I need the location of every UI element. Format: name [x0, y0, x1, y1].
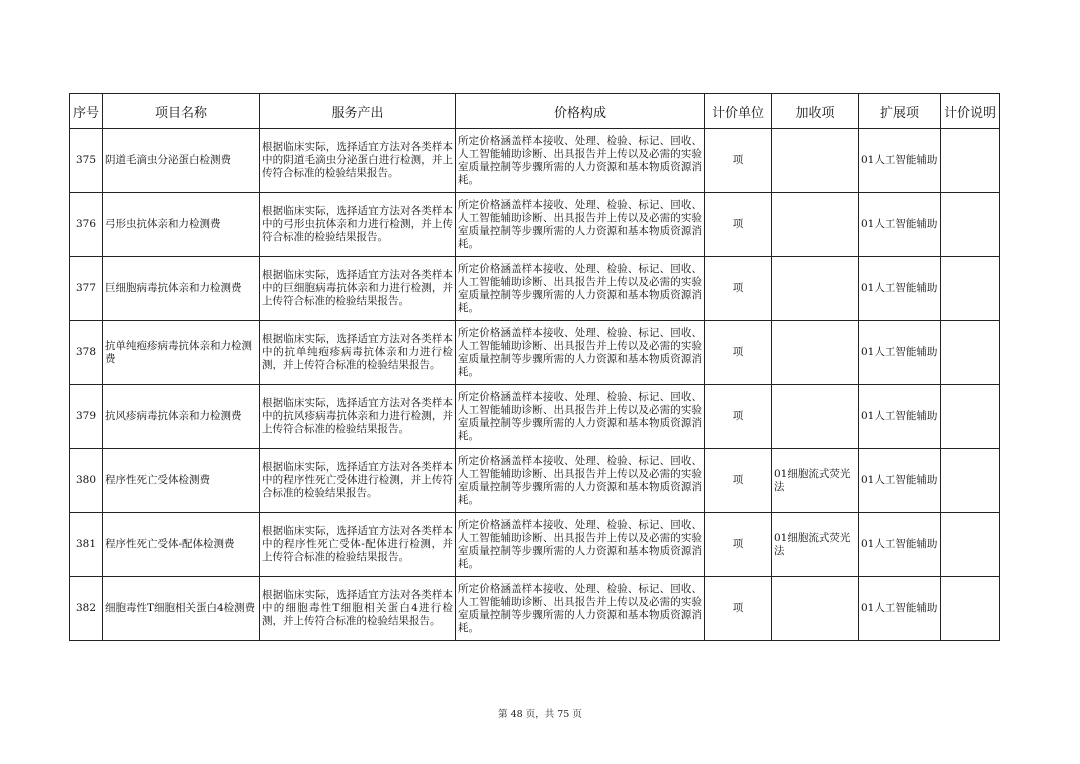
cell-unit: 项	[705, 257, 772, 321]
pricing-table	[69, 93, 1000, 641]
cell-no: 375	[70, 129, 103, 193]
cell-note	[941, 321, 1000, 385]
header-extra: 加收项	[772, 94, 859, 129]
cell-extra	[772, 577, 859, 641]
cell-output: 根据临床实际，选择适宜方法对各类样本中的抗单纯疱疹病毒抗体亲和力进行检测，并上传符合标准的检验结果报告。	[260, 321, 456, 385]
cell-ext: 01人工智能辅助	[859, 257, 941, 321]
cell-output: 根据临床实际，选择适宜方法对各类样本中的阴道毛滴虫分泌蛋白进行检测，并上传符合标准的检验结果报告。	[260, 129, 456, 193]
cell-unit: 项	[705, 193, 772, 257]
table-row	[70, 129, 1000, 193]
table-row	[70, 321, 1000, 385]
cell-name: 抗单纯疱疹病毒抗体亲和力检测费	[103, 321, 260, 385]
cell-extra	[772, 129, 859, 193]
cell-price: 所定价格涵盖样本接收、处理、检验、标记、回收、人工智能辅助诊断、出具报告并上传以及必需的实验室质量控制等步骤所需的人力资源和基本物质资源消耗。	[456, 513, 705, 577]
cell-output: 根据临床实际，选择适宜方法对各类样本中的细胞毒性T细胞相关蛋白4进行检测，并上传符合标准的检验结果报告。	[260, 577, 456, 641]
cell-extra	[772, 321, 859, 385]
cell-name: 抗风疹病毒抗体亲和力检测费	[103, 385, 260, 449]
cell-ext: 01人工智能辅助	[859, 513, 941, 577]
header-no: 序号	[70, 94, 103, 129]
cell-output: 根据临床实际，选择适宜方法对各类样本中的弓形虫抗体亲和力进行检测，并上传符合标准的检验结果报告。	[260, 193, 456, 257]
cell-ext: 01人工智能辅助	[859, 193, 941, 257]
cell-price: 所定价格涵盖样本接收、处理、检验、标记、回收、人工智能辅助诊断、出具报告并上传以及必需的实验室质量控制等步骤所需的人力资源和基本物质资源消耗。	[456, 257, 705, 321]
cell-output: 根据临床实际，选择适宜方法对各类样本中的程序性死亡受体-配体进行检测，并上传符合标准的检验结果报告。	[260, 513, 456, 577]
cell-price: 所定价格涵盖样本接收、处理、检验、标记、回收、人工智能辅助诊断、出具报告并上传以及必需的实验室质量控制等步骤所需的人力资源和基本物质资源消耗。	[456, 321, 705, 385]
cell-price: 所定价格涵盖样本接收、处理、检验、标记、回收、人工智能辅助诊断、出具报告并上传以及必需的实验室质量控制等步骤所需的人力资源和基本物质资源消耗。	[456, 193, 705, 257]
cell-price: 所定价格涵盖样本接收、处理、检验、标记、回收、人工智能辅助诊断、出具报告并上传以及必需的实验室质量控制等步骤所需的人力资源和基本物质资源消耗。	[456, 385, 705, 449]
table-row	[70, 577, 1000, 641]
cell-output: 根据临床实际，选择适宜方法对各类样本中的巨细胞病毒抗体亲和力进行检测，并上传符合标准的检验结果报告。	[260, 257, 456, 321]
cell-ext: 01人工智能辅助	[859, 385, 941, 449]
cell-note	[941, 577, 1000, 641]
header-output: 服务产出	[260, 94, 456, 129]
cell-name: 阴道毛滴虫分泌蛋白检测费	[103, 129, 260, 193]
cell-extra	[772, 257, 859, 321]
cell-unit: 项	[705, 513, 772, 577]
cell-note	[941, 513, 1000, 577]
cell-no: 379	[70, 385, 103, 449]
cell-no: 376	[70, 193, 103, 257]
cell-ext: 01人工智能辅助	[859, 577, 941, 641]
cell-price: 所定价格涵盖样本接收、处理、检验、标记、回收、人工智能辅助诊断、出具报告并上传以及必需的实验室质量控制等步骤所需的人力资源和基本物质资源消耗。	[456, 577, 705, 641]
cell-name: 程序性死亡受体检测费	[103, 449, 260, 513]
cell-no: 382	[70, 577, 103, 641]
cell-output: 根据临床实际，选择适宜方法对各类样本中的抗风疹病毒抗体亲和力进行检测，并上传符合标准的检验结果报告。	[260, 385, 456, 449]
cell-unit: 项	[705, 385, 772, 449]
cell-output: 根据临床实际，选择适宜方法对各类样本中的程序性死亡受体进行检测，并上传符合标准的检验结果报告。	[260, 449, 456, 513]
table-row	[70, 385, 1000, 449]
cell-price: 所定价格涵盖样本接收、处理、检验、标记、回收、人工智能辅助诊断、出具报告并上传以及必需的实验室质量控制等步骤所需的人力资源和基本物质资源消耗。	[456, 129, 705, 193]
cell-unit: 项	[705, 577, 772, 641]
header-name: 项目名称	[103, 94, 260, 129]
cell-name: 程序性死亡受体-配体检测费	[103, 513, 260, 577]
cell-unit: 项	[705, 321, 772, 385]
cell-name: 细胞毒性T细胞相关蛋白4检测费	[103, 577, 260, 641]
cell-no: 380	[70, 449, 103, 513]
header-price: 价格构成	[456, 94, 705, 129]
table-row	[70, 513, 1000, 577]
header-unit: 计价单位	[705, 94, 772, 129]
cell-no: 381	[70, 513, 103, 577]
cell-ext: 01人工智能辅助	[859, 449, 941, 513]
cell-name: 弓形虫抗体亲和力检测费	[103, 193, 260, 257]
cell-no: 378	[70, 321, 103, 385]
cell-note	[941, 257, 1000, 321]
cell-unit: 项	[705, 449, 772, 513]
cell-no: 377	[70, 257, 103, 321]
cell-note	[941, 385, 1000, 449]
table-row	[70, 257, 1000, 321]
cell-note	[941, 193, 1000, 257]
cell-extra	[772, 385, 859, 449]
cell-extra: 01细胞流式荧光法	[772, 449, 859, 513]
table-row	[70, 449, 1000, 513]
cell-price: 所定价格涵盖样本接收、处理、检验、标记、回收、人工智能辅助诊断、出具报告并上传以及必需的实验室质量控制等步骤所需的人力资源和基本物质资源消耗。	[456, 449, 705, 513]
cell-note	[941, 129, 1000, 193]
table-header-row	[70, 94, 1000, 129]
cell-extra: 01细胞流式荧光法	[772, 513, 859, 577]
cell-note	[941, 449, 1000, 513]
cell-unit: 项	[705, 129, 772, 193]
header-note: 计价说明	[941, 94, 1000, 129]
cell-name: 巨细胞病毒抗体亲和力检测费	[103, 257, 260, 321]
header-ext: 扩展项	[859, 94, 941, 129]
table-row	[70, 193, 1000, 257]
page-footer: 第 48 页，共 75 页	[498, 709, 582, 720]
cell-ext: 01人工智能辅助	[859, 321, 941, 385]
cell-ext: 01人工智能辅助	[859, 129, 941, 193]
cell-extra	[772, 193, 859, 257]
